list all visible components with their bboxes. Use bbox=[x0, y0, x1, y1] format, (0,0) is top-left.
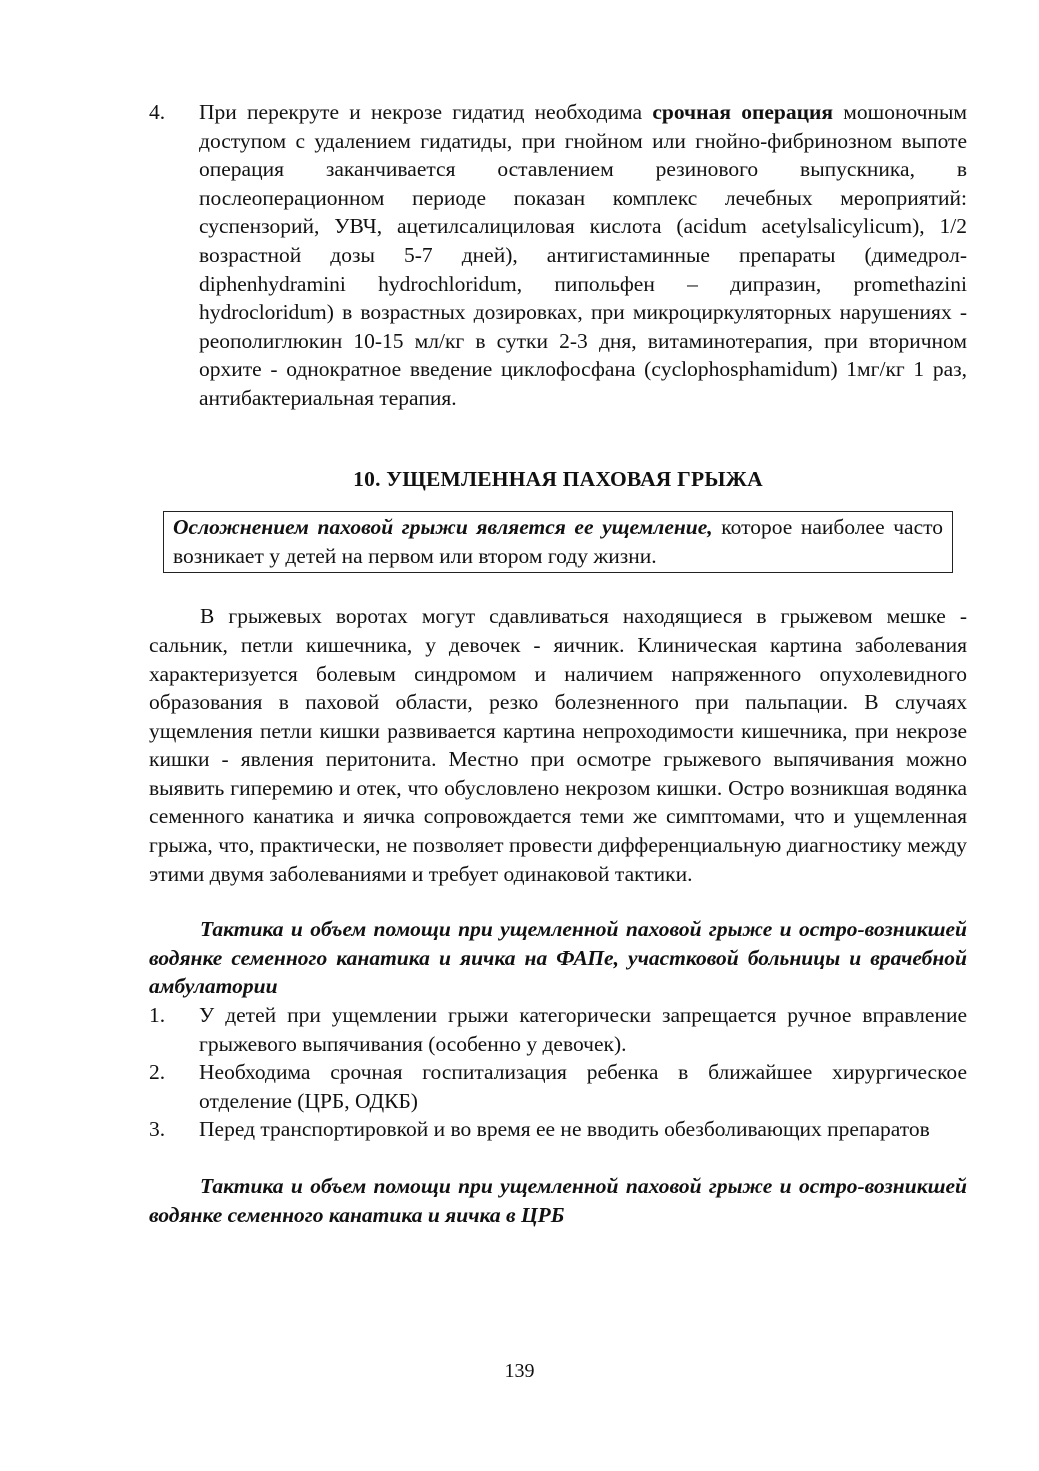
list-item-text: Необходима срочная госпитализация ребенка в ближайшее хирургическое отделение (ЦРБ, ОДКБ) bbox=[199, 1060, 967, 1113]
list-item-text: Перед транспортировкой и во время ее не вводить обезболивающих препаратов bbox=[199, 1117, 930, 1142]
section-heading: 10. УЩЕМЛЕННАЯ ПАХОВАЯ ГРЫЖА bbox=[353, 466, 763, 491]
list-item-text bbox=[199, 98, 967, 413]
body-paragraph: В грыжевых воротах могут сдавливаться находящиеся в грыжевом мешке - сальник, петли кишечника, у девочек - яичник. Клиническая картина заболевания характеризуется болевым синдромом и наличием напряженного опухолевидного образования в паховой области, резко болезненного при пальпации. В случаях ущемления петли кишки развивается картина непроходимости кишечника, при некрозе кишки - явления перитонита. Местно при осмотре грыжевого выпячивания можно выявить гиперемию и отек, что обусловлено некрозом кишки. Остро возникшая водянка семенного канатика и яичка сопровождается теми же симптомами, что и ущемленная грыжа, что, практически, не позволяет провести дифференциальную диагностику между этими двумя заболеваниями и требует одинаковой тактики. bbox=[149, 604, 967, 886]
page-content bbox=[149, 98, 967, 1229]
list-item-number: 4. bbox=[149, 100, 166, 124]
list-item-number: 2. bbox=[149, 1060, 166, 1085]
bold-phrase: срочная операция bbox=[652, 100, 834, 124]
list-item-text: У детей при ущемлении грыжи категорически запрещается ручное вправление грыжевого выпячивания (особенно у девочек). bbox=[199, 1003, 967, 1056]
list-item-text-start: При перекруте и некрозе гидатид необходима bbox=[199, 100, 653, 124]
highlight-box bbox=[163, 511, 953, 573]
list-item-text-end: мошоночным доступом с удалением гидатиды, при гнойном или гнойно-фибринозном выпоте операция заканчивается оставлением резинового выпускника, в послеоперационном периоде показан комплекс лечебных мероприятий: суспензорий, УВЧ, ацетилсалициловая кислота (acidum acetylsalicylicum), 1/2 возрастной дозы 5-7 дней), антигистаминные препараты (димедрол-diphenhydramini hydrochloridum, пипольфен – дипразин, promethazini hydrocloridum) в возрастных дозировках, при микроциркуляторных нарушениях - реополиглюкин 10-15 мл/кг в сутки 2-3 дня, витаминотерапия, при вторичном орхите - однократное введение циклофосфана (cyclophosphamidum) 1мг/кг 1 раз, антибактериальная терапия. bbox=[199, 100, 968, 410]
subheading-crb: Тактика и объем помощи при ущемленной паховой грыже и остро-возникшей водянке семенного канатика и яичка в ЦРБ bbox=[149, 1174, 967, 1227]
page-number: 139 bbox=[504, 1360, 535, 1382]
list-item-number: 1. bbox=[149, 1003, 166, 1028]
subheading-fap: Тактика и объем помощи при ущемленной паховой грыже и остро-возникшей водянке семенного канатика и яичка на ФАПе, участковой больницы и врачебной амбулатории bbox=[149, 917, 967, 999]
highlight-text: которое наиболее часто возникает у детей на первом или втором году жизни. bbox=[173, 515, 943, 568]
highlight-emphasis: Осложнением паховой грыжи является ее ущемление, bbox=[173, 515, 713, 540]
list-item bbox=[149, 1115, 967, 1144]
list-item-4 bbox=[149, 98, 967, 413]
list-item-number: 3. bbox=[149, 1117, 166, 1142]
tactics-fap-list bbox=[149, 1001, 967, 1144]
list-item bbox=[149, 1058, 967, 1115]
list-item bbox=[149, 1001, 967, 1058]
